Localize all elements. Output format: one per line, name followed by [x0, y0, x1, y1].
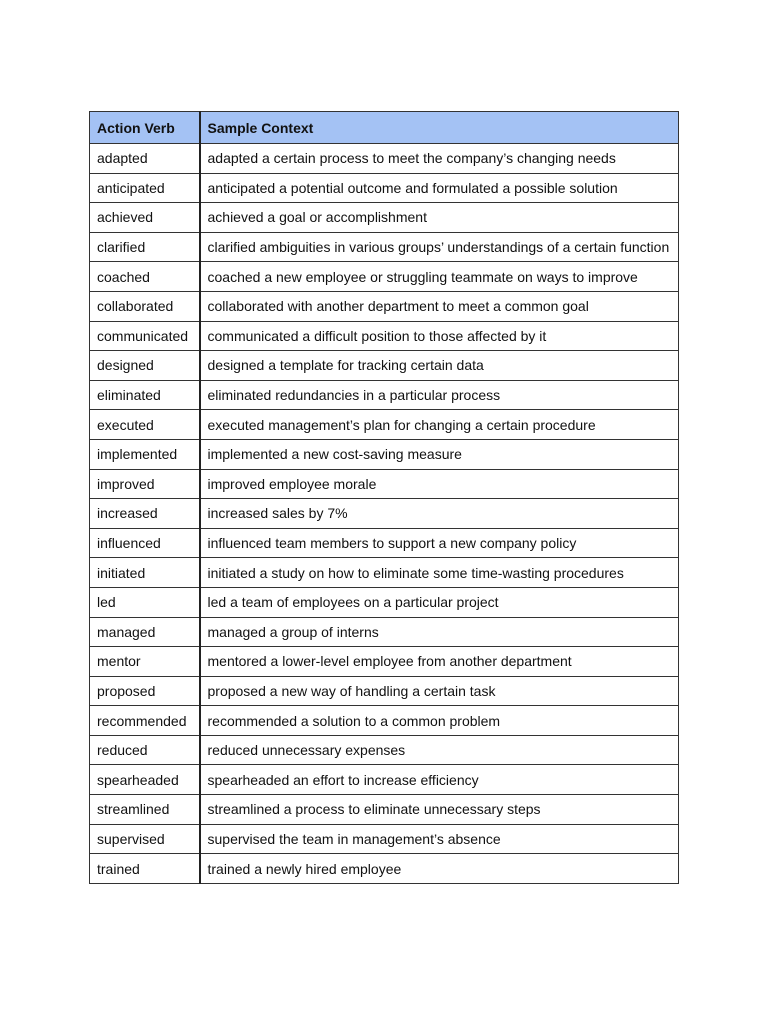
cell-action-verb: achieved	[90, 203, 200, 233]
cell-action-verb: coached	[90, 262, 200, 292]
table-row	[90, 499, 679, 529]
cell-action-verb: mentor	[90, 647, 200, 677]
cell-sample-context: trained a newly hired employee	[200, 854, 679, 884]
cell-sample-context: coached a new employee or struggling teammate on ways to improve	[200, 262, 679, 292]
table-header	[90, 112, 679, 144]
cell-sample-context: mentored a lower-level employee from another department	[200, 647, 679, 677]
table-row	[90, 854, 679, 884]
cell-action-verb: initiated	[90, 558, 200, 588]
cell-action-verb: improved	[90, 469, 200, 499]
cell-action-verb: eliminated	[90, 380, 200, 410]
table-row	[90, 232, 679, 262]
table-row	[90, 469, 679, 499]
table-row	[90, 528, 679, 558]
cell-sample-context: supervised the team in management’s absence	[200, 824, 679, 854]
cell-sample-context: influenced team members to support a new company policy	[200, 528, 679, 558]
cell-action-verb: trained	[90, 854, 200, 884]
header-action-verb: Action Verb	[90, 112, 200, 144]
header-sample-context: Sample Context	[200, 112, 679, 144]
cell-sample-context: collaborated with another department to meet a common goal	[200, 291, 679, 321]
table-row	[90, 735, 679, 765]
cell-action-verb: communicated	[90, 321, 200, 351]
cell-sample-context: reduced unnecessary expenses	[200, 735, 679, 765]
cell-sample-context: achieved a goal or accomplishment	[200, 203, 679, 233]
table-row	[90, 824, 679, 854]
cell-action-verb: recommended	[90, 706, 200, 736]
table-row	[90, 144, 679, 174]
cell-sample-context: communicated a difficult position to those affected by it	[200, 321, 679, 351]
table-row	[90, 262, 679, 292]
table-row	[90, 617, 679, 647]
table-row	[90, 795, 679, 825]
table-row	[90, 410, 679, 440]
table-row	[90, 203, 679, 233]
table-row	[90, 706, 679, 736]
cell-sample-context: initiated a study on how to eliminate some time-wasting procedures	[200, 558, 679, 588]
cell-action-verb: increased	[90, 499, 200, 529]
cell-action-verb: adapted	[90, 144, 200, 174]
cell-action-verb: led	[90, 587, 200, 617]
table-row	[90, 676, 679, 706]
table-row	[90, 647, 679, 677]
cell-sample-context: spearheaded an effort to increase efficiency	[200, 765, 679, 795]
table-row	[90, 380, 679, 410]
cell-action-verb: anticipated	[90, 173, 200, 203]
cell-sample-context: executed management’s plan for changing a certain procedure	[200, 410, 679, 440]
action-verbs-table	[89, 111, 679, 884]
table-row	[90, 765, 679, 795]
cell-sample-context: managed a group of interns	[200, 617, 679, 647]
table-row	[90, 587, 679, 617]
cell-sample-context: implemented a new cost-saving measure	[200, 439, 679, 469]
cell-sample-context: eliminated redundancies in a particular process	[200, 380, 679, 410]
cell-action-verb: clarified	[90, 232, 200, 262]
cell-sample-context: increased sales by 7%	[200, 499, 679, 529]
cell-action-verb: managed	[90, 617, 200, 647]
cell-sample-context: adapted a certain process to meet the company’s changing needs	[200, 144, 679, 174]
cell-sample-context: improved employee morale	[200, 469, 679, 499]
cell-sample-context: designed a template for tracking certain data	[200, 351, 679, 381]
cell-action-verb: spearheaded	[90, 765, 200, 795]
cell-action-verb: reduced	[90, 735, 200, 765]
cell-sample-context: anticipated a potential outcome and formulated a possible solution	[200, 173, 679, 203]
cell-sample-context: streamlined a process to eliminate unnecessary steps	[200, 795, 679, 825]
cell-action-verb: executed	[90, 410, 200, 440]
cell-action-verb: designed	[90, 351, 200, 381]
cell-action-verb: influenced	[90, 528, 200, 558]
table-row	[90, 321, 679, 351]
cell-sample-context: recommended a solution to a common problem	[200, 706, 679, 736]
cell-sample-context: led a team of employees on a particular project	[200, 587, 679, 617]
table-row	[90, 291, 679, 321]
cell-action-verb: implemented	[90, 439, 200, 469]
header-row	[90, 112, 679, 144]
cell-action-verb: supervised	[90, 824, 200, 854]
table-body	[90, 144, 679, 884]
table-row	[90, 173, 679, 203]
cell-action-verb: collaborated	[90, 291, 200, 321]
cell-action-verb: proposed	[90, 676, 200, 706]
cell-action-verb: streamlined	[90, 795, 200, 825]
cell-sample-context: clarified ambiguities in various groups’ understandings of a certain function	[200, 232, 679, 262]
table-row	[90, 439, 679, 469]
table-row	[90, 351, 679, 381]
cell-sample-context: proposed a new way of handling a certain task	[200, 676, 679, 706]
table-row	[90, 558, 679, 588]
